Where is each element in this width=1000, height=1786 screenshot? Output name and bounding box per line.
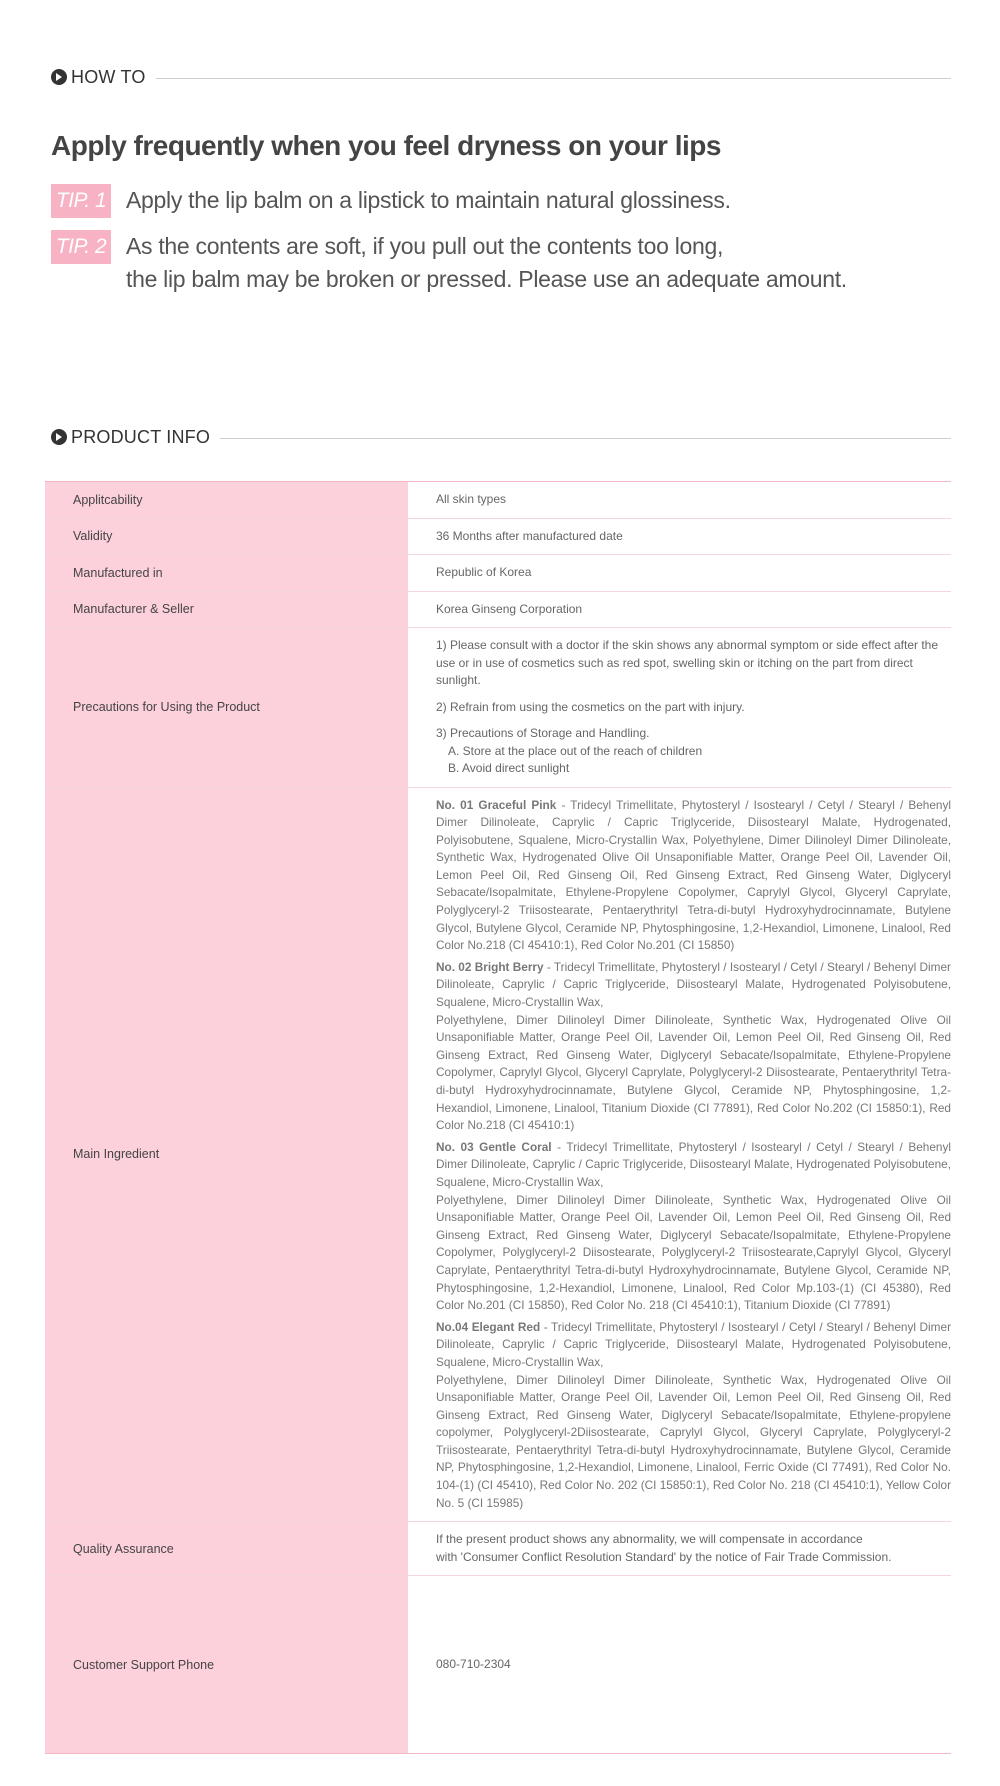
precaution-3a: A. Store at the place out of the reach of children xyxy=(448,743,703,758)
row-value: Korea Ginseng Corporation xyxy=(436,601,583,616)
row-value xyxy=(408,787,951,1522)
product-info-table xyxy=(45,481,951,1754)
ingredient-text: - Tridecyl Trimellitate, Phytosteryl / Isostearyl / Cetyl / Stearyl / Behenyl Dimer Dilinoleate, Caprylic / Capric Triglyceride, Diisostearyl Malate, Hydrogenated Polyisobutene, Squalene, Micro-Crystallin Wax, Polyethylene, Dimer Dilinoleyl Dimer Dilinoleate, Synthetic Wax, Hydrogenated Olive Oil Unsaponifiable Matter, Orange Peel Oil, Lavender Oil, Lemon Peel Oil, Red Ginseng Oil, Red Ginseng Extract, Red Ginseng Water, Diglyceryl Sebacate/Isopalmitate, Ethylene-Propylene Copolymer, Polyglyceryl-2 Diisostearate, Polyglyceryl-2 Triisostearate,Caprylyl Glycol, Glyceryl Caprylate, Pentaerythrityl Tetra-di-butyl Hydroxyhydrocinnamate, Butylene Glycol, Ceramide NP, Phytosphingosine, 1,2-Hexandiol, Limonene, Linalool, Red Color Mp.103-(1) (CI 45380), Red Color No.201 (CI 15850), Red Color No. 218 (CI 45410:1), Titanium Dioxide (CI 77891) xyxy=(436,1139,951,1313)
circle-arrow-icon xyxy=(51,69,67,85)
row-label: Precautions for Using the Product xyxy=(45,628,408,788)
quality-line: with 'Consumer Conflict Resolution Standard' by the notice of Fair Trade Commission. xyxy=(436,1549,892,1564)
product-info-section-header xyxy=(51,425,951,449)
table-row xyxy=(45,591,951,628)
ingredient-entry xyxy=(436,1139,951,1315)
quality-line: If the present product shows any abnormality, we will compensate in accordance xyxy=(436,1532,863,1547)
row-label: Customer Support Phone xyxy=(45,1576,408,1754)
ingredient-text: - Tridecyl Trimellitate, Phytosteryl / Isostearyl / Cetyl / Stearyl / Behenyl Dimer Dilinoleate, Caprylic / Capric Triglyceride, Diisostearyl Malate, Hydrogenated Polyisobutene, Squalene, Micro-Crystallin Wax, Polyethylene, Dimer Dilinoleyl Dimer Dilinoleate, Synthetic Wax, Hydrogenated Olive Oil Unsaponifiable Matter, Orange Peel Oil, Lavender Oil, Lemon Peel Oil, Red Ginseng Oil, Red Ginseng Extract, Red Ginseng Water, Diglyceryl Sebacate/Isopalmitate, Ethylene-Propylene Copolymer, Caprylyl Glycol, Glyceryl Caprylate, Polyglyceryl-2 Diisostearate, Pentaerythrityl Tetra-di-butyl Hydroxyhydrocinnamate, Butylene Glycol, Ceramide NP, Phytosphingosine, 1,2-Hexandiol, Limonene, Linalool, Titanium Dioxide (CI 77891), Red Color No.202 (CI 15850:1), Red Color No.218 (CI 45410:1) xyxy=(436,959,951,1133)
table-row xyxy=(45,518,951,555)
table-row xyxy=(45,1522,951,1576)
tip-text xyxy=(126,184,731,217)
row-value xyxy=(408,1522,951,1576)
ingredient-name: No. 02 Bright Berry xyxy=(436,959,544,974)
precaution-2: 2) Refrain from using the cosmetics on the part with injury. xyxy=(436,699,745,714)
howto-section-title: HOW TO xyxy=(71,66,146,87)
precaution-3 xyxy=(436,725,951,778)
tip-line: the lip balm may be broken or pressed. Please use an adequate amount. xyxy=(126,266,847,292)
ingredient-name: No. 03 Gentle Coral xyxy=(436,1139,552,1154)
table-row xyxy=(45,628,951,788)
row-value: All skin types xyxy=(436,492,507,506)
howto-section-header xyxy=(51,65,951,89)
row-label: Applitcability xyxy=(45,482,408,519)
precaution-1: 1) Please consult with a doctor if the skin shows any abnormal symptom or side effect after the use or in use of cosmetics such as red spot, swelling skin or itching on the part from direct sunlight. xyxy=(436,638,939,687)
howto-heading: Apply frequently when you feel dryness on your lips xyxy=(51,130,721,161)
table-row xyxy=(45,787,951,1522)
tip-line: Apply the lip balm on a lipstick to maintain natural glossiness. xyxy=(126,187,731,213)
precaution-3b: B. Avoid direct sunlight xyxy=(448,761,570,775)
ingredient-entry xyxy=(436,1319,951,1513)
row-label: Validity xyxy=(45,518,408,555)
ingredient-entry xyxy=(436,959,951,1135)
ingredient-text: - Tridecyl Trimellitate, Phytosteryl / Isostearyl / Cetyl / Stearyl / Behenyl Dimer Dilinoleate, Caprylic / Capric Triglyceride, Diisostearyl Malate, Hydrogenated Polyisobutene, Squalene, Micro-Crystallin Wax, Polyethylene, Dimer Dilinoleyl Dimer Dilinoleate, Synthetic Wax, Hydrogenated Olive Oil Unsaponifiable Matter, Orange Peel Oil, Lavender Oil, Lemon Peel Oil, Red Ginseng Oil, Red Ginseng Extract, Red Ginseng Water, Diglyceryl Sebacate/Isopalmitate, Ethylene-propylene copolymer, Polyglyceryl-2Diisostearate, Caprylyl Glycol, Glyceryl Caprylate, Polyglyceryl-2 Triisostearate, Pentaerythrityl Tetra-di-butyl Hydroxyhydrocinnamate, Butylene Glycol, Ceramide NP, Phytosphingosine, 1,2-Hexandiol, Limonene, Linalool, Ferric Oxide (CI 77491), Red Color No. 104-(1) (CI 45410), Red Color No. 202 (CI 15850:1), Red Color No. 218 (CI 45410:1), Yellow Color No. 5 (CI 15985) xyxy=(436,1319,951,1510)
table-row xyxy=(45,1576,951,1754)
ingredient-name: No.04 Elegant Red xyxy=(436,1319,541,1334)
table-row xyxy=(45,555,951,592)
support-phone: 080-710-2304 xyxy=(436,1657,511,1671)
row-label: Manufactured in xyxy=(45,555,408,592)
row-label: Quality Assurance xyxy=(45,1522,408,1576)
tip-badge: TIP. 2 xyxy=(51,230,111,264)
ingredient-name: No. 01 Graceful Pink xyxy=(436,797,557,812)
row-value xyxy=(408,628,951,788)
ingredient-entry xyxy=(436,797,951,955)
tip-line: As the contents are soft, if you pull out the contents too long, xyxy=(126,233,724,259)
row-label: Main Ingredient xyxy=(45,787,408,1522)
row-label: Manufacturer & Seller xyxy=(45,591,408,628)
circle-arrow-icon xyxy=(51,429,67,445)
row-value: Republic of Korea xyxy=(436,565,532,579)
tip-1 xyxy=(51,184,731,218)
section-divider xyxy=(220,438,951,439)
tip-2 xyxy=(51,230,847,296)
tip-text xyxy=(126,230,847,296)
section-divider xyxy=(156,78,951,79)
product-info-section-title: PRODUCT INFO xyxy=(71,426,211,447)
row-value: 36 Months after manufactured date xyxy=(436,528,623,543)
tip-badge: TIP. 1 xyxy=(51,184,111,218)
table-row xyxy=(45,482,951,519)
precaution-3-title: 3) Precautions of Storage and Handling. xyxy=(436,726,650,740)
ingredient-text: - Tridecyl Trimellitate, Phytosteryl / Isostearyl / Cetyl / Stearyl / Behenyl Dimer Dilinoleate, Caprylic / Capric Triglyceride, Diisostearyl Malate, Hydrogenated, Polyisobutene, Squalene, Micro-Crystallin Wax, Polyethylene, Dimer Dilinoleyl Dimer Dilinoleate, Synthetic Wax, Hydrogenated Olive Oil Unsaponifiable Matter, Orange Peel Oil, Lavender Oil, Lemon Peel Oil, Red Ginseng Oil, Red Ginseng Extract, Red Ginseng Water, Diglyceryl Sebacate/Isopalmitate, Ethylene-Propylene Copolymer, Caprylyl Glycol, Glyceryl Caprylate, Polyglyceryl-2 Triisostearate, Pentaerythrityl Tetra-di-butyl Hydroxyhydrocinnamate, Butylene Glycol, Butylene Glycol, Ceramide NP, Phytosphingosine, 1,2-Hexandiol, Limonene, Linalool, Red Color No.218 (CI 45410:1), Red Color No.201 (CI 15850) xyxy=(436,797,951,953)
